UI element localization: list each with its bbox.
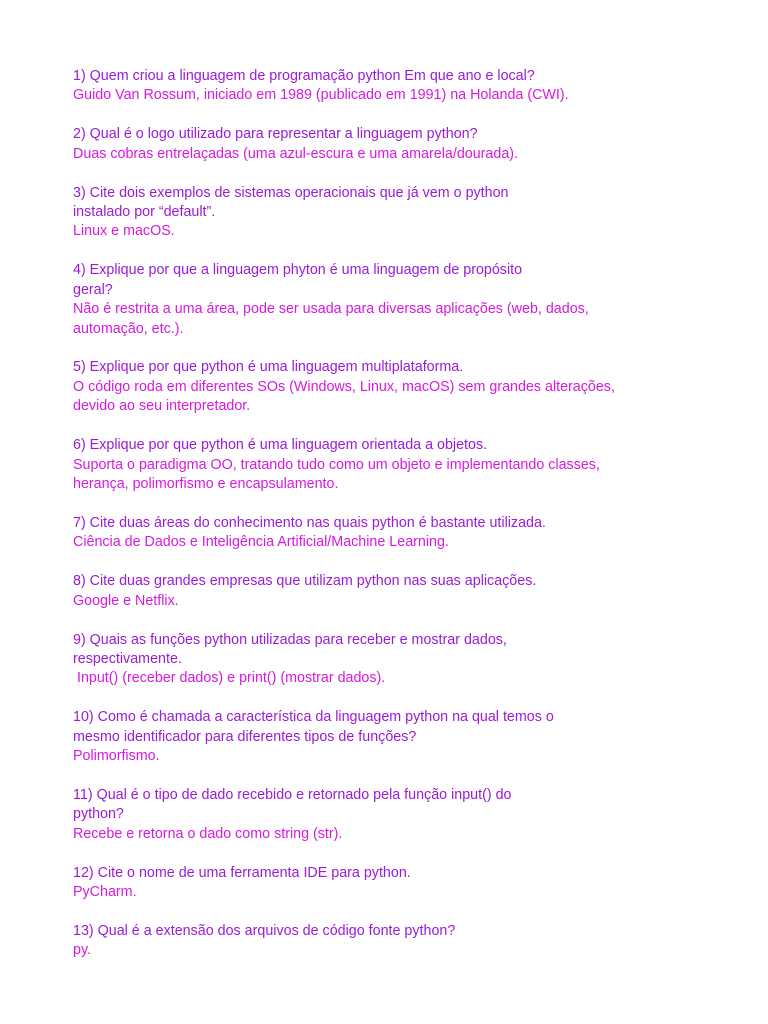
question-text: respectivamente. — [73, 650, 182, 667]
question-text: 12) Cite o nome de uma ferramenta IDE para python. — [73, 864, 411, 881]
answer-text: Input() (receber dados) e print() (mostrar dados). — [73, 670, 386, 687]
question-text: 10) Como é chamada a característica da linguagem python na qual temos o — [73, 709, 554, 726]
qa-block — [73, 67, 733, 106]
answer-text: Ciência de Dados e Inteligência Artificial/Machine Learning. — [73, 534, 449, 551]
answer-text: Guido Van Rossum, iniciado em 1989 (publicado em 1991) na Holanda (CWI). — [73, 87, 569, 104]
answer-text: py. — [73, 942, 92, 959]
qa-block — [73, 631, 733, 689]
qa-block — [73, 864, 733, 903]
question-text: 11) Qual é o tipo de dado recebido e retornado pela função input() do — [73, 786, 512, 803]
answer-text: PyCharm. — [73, 884, 137, 901]
qa-block — [73, 572, 733, 611]
question-text: python? — [73, 806, 124, 823]
question-text: 13) Qual é a extensão dos arquivos de código fonte python? — [73, 923, 456, 939]
qa-block — [73, 184, 733, 242]
qa-block — [73, 708, 733, 766]
question-text: mesmo identificador para diferentes tipos de funções? — [73, 728, 417, 745]
answer-text: Recebe e retorna o dado como string (str). — [73, 825, 343, 842]
question-text: 2) Qual é o logo utilizado para representar a linguagem python? — [73, 126, 478, 143]
qa-block — [73, 358, 733, 416]
answer-text: O código roda em diferentes SOs (Windows, Linux, macOS) sem grandes alterações, — [73, 378, 615, 395]
answer-text: devido ao seu interpretador. — [73, 398, 251, 415]
answer-text: Não é restrita a uma área, pode ser usada para diversas aplicações (web, dados, — [73, 301, 589, 318]
question-text: geral? — [73, 281, 113, 298]
question-text: 8) Cite duas grandes empresas que utilizam python nas suas aplicações. — [73, 573, 537, 590]
question-text: 3) Cite dois exemplos de sistemas operacionais que já vem o python — [73, 184, 509, 201]
answer-text: Polimorfismo. — [73, 748, 160, 765]
qa-block — [73, 125, 733, 164]
answer-text: herança, polimorfismo e encapsulamento. — [73, 476, 339, 492]
answer-text: Google e Netflix. — [73, 592, 179, 609]
answer-text: automação, etc.). — [73, 320, 184, 337]
answer-text: Suporta o paradigma OO, tratando tudo como um objeto e implementando classes, — [73, 456, 600, 473]
question-text: 6) Explique por que python é uma linguagem orientada a objetos. — [73, 437, 488, 454]
answer-text: Linux e macOS. — [73, 223, 175, 240]
question-text: 1) Quem criou a linguagem de programação python Em que ano e local? — [73, 68, 535, 84]
question-text: 5) Explique por que python é uma linguagem multiplataforma. — [73, 359, 464, 376]
answer-text: Duas cobras entrelaçadas (uma azul-escura e uma amarela/dourada). — [73, 145, 519, 162]
question-text: instalado por “default”. — [73, 204, 216, 221]
qa-block — [73, 922, 733, 961]
question-text: 7) Cite duas áreas do conhecimento nas quais python é bastante utilizada. — [73, 514, 546, 531]
question-text: 4) Explique por que a linguagem phyton é uma linguagem de propósito — [73, 262, 523, 279]
qa-block — [73, 514, 733, 553]
qa-block — [73, 261, 733, 339]
qa-list — [73, 67, 733, 980]
qa-block — [73, 786, 733, 844]
question-text: 9) Quais as funções python utilizadas para receber e mostrar dados, — [73, 631, 507, 648]
qa-block — [73, 436, 733, 494]
